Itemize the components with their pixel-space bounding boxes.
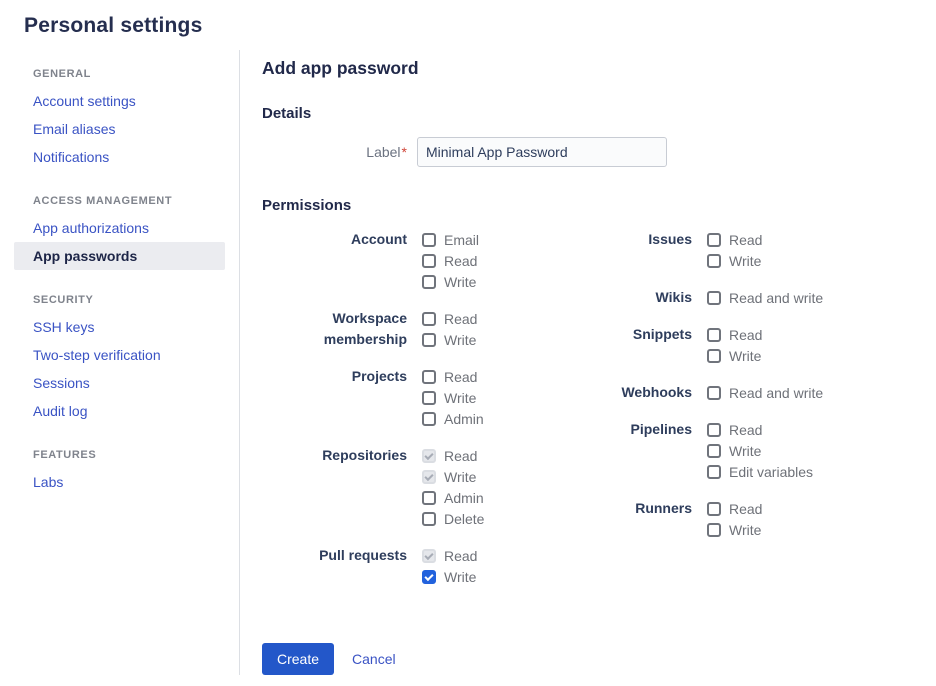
permission-group-label: Repositories <box>322 447 407 463</box>
permission-group-repositories <box>262 445 602 529</box>
checkbox-read[interactable] <box>707 502 721 516</box>
sidebar-section-heading: SECURITY <box>33 294 94 306</box>
permission-option <box>707 498 762 519</box>
checkbox-label[interactable]: Read <box>729 500 763 517</box>
page-title: Personal settings <box>24 14 203 37</box>
checkbox-read[interactable] <box>707 328 721 342</box>
checkbox-label: Write <box>444 468 477 485</box>
checkbox-label[interactable]: Read and write <box>729 289 824 306</box>
sidebar-item-two-step-verification[interactable]: Two-step verification <box>33 347 161 363</box>
permission-group-projects <box>262 366 602 429</box>
page-header <box>0 0 936 50</box>
checkbox-read[interactable] <box>422 254 436 268</box>
permission-option <box>422 387 484 408</box>
form-actions <box>262 643 912 675</box>
label-field-label <box>262 144 407 160</box>
permission-group-webhooks <box>602 382 912 403</box>
checkbox-label[interactable]: Delete <box>444 510 485 527</box>
permission-group-label: Snippets <box>632 326 692 342</box>
checkbox-label[interactable]: Read <box>729 326 763 343</box>
main-content <box>239 50 936 675</box>
sidebar-item-labs[interactable]: Labs <box>33 474 64 490</box>
checkbox-read <box>422 449 436 463</box>
permission-option <box>707 419 813 440</box>
checkbox-read[interactable] <box>707 423 721 437</box>
permission-group-label: Pipelines <box>630 421 692 437</box>
checkbox-read <box>422 549 436 563</box>
permission-options <box>707 498 762 540</box>
sidebar-item-account-settings[interactable]: Account settings <box>33 93 136 109</box>
checkbox-label[interactable]: Admin <box>444 489 484 506</box>
sidebar-section <box>14 60 239 171</box>
sidebar-item-notifications[interactable]: Notifications <box>33 149 110 165</box>
permission-group-label: Webhooks <box>621 384 692 400</box>
cancel-link[interactable]: Cancel <box>352 651 396 667</box>
checkbox-label[interactable]: Write <box>729 347 762 364</box>
sidebar-item-app-authorizations[interactable]: App authorizations <box>33 220 149 236</box>
checkbox-label[interactable]: Read <box>444 252 478 269</box>
permission-option <box>707 461 813 482</box>
permission-options <box>707 419 813 482</box>
permission-option <box>422 308 477 329</box>
settings-sidebar <box>0 50 239 675</box>
permission-option <box>707 250 762 271</box>
permission-option <box>422 329 477 350</box>
sidebar-item-audit-log[interactable]: Audit log <box>33 403 88 419</box>
checkbox-email[interactable] <box>422 233 436 247</box>
permission-options <box>422 229 479 292</box>
checkbox-admin[interactable] <box>422 412 436 426</box>
checkbox-label[interactable]: Read <box>729 231 763 248</box>
sidebar-section <box>14 441 239 496</box>
permission-option <box>422 271 479 292</box>
permissions-column-left <box>262 229 602 603</box>
checkbox-label[interactable]: Edit variables <box>729 463 814 480</box>
required-marker: * <box>401 144 407 160</box>
permission-group-label: Issues <box>648 231 692 247</box>
checkbox-write[interactable] <box>422 570 436 584</box>
checkbox-edit-variables[interactable] <box>707 465 721 479</box>
checkbox-write[interactable] <box>422 333 436 347</box>
permission-option <box>707 519 762 540</box>
checkbox-write[interactable] <box>422 275 436 289</box>
layout <box>0 50 936 675</box>
permission-option <box>707 287 823 308</box>
checkbox-write[interactable] <box>422 391 436 405</box>
sidebar-section-heading: GENERAL <box>33 68 91 80</box>
form-title: Add app password <box>262 58 419 78</box>
permission-group-label: Workspace membership <box>323 310 407 347</box>
checkbox-read-and-write[interactable] <box>707 291 721 305</box>
permission-option <box>422 408 484 429</box>
label-field-label-text: Label <box>366 144 401 160</box>
permission-option <box>422 545 477 566</box>
sidebar-section-heading: ACCESS MANAGEMENT <box>33 195 173 207</box>
permissions-heading: Permissions <box>262 197 352 214</box>
permission-group-snippets <box>602 324 912 366</box>
permission-options <box>422 308 477 350</box>
permission-group-label: Projects <box>351 368 407 384</box>
checkbox-write[interactable] <box>707 254 721 268</box>
permission-options <box>707 287 823 308</box>
checkbox-delete[interactable] <box>422 512 436 526</box>
sidebar-item-sessions[interactable]: Sessions <box>33 375 90 391</box>
permission-group-runners <box>602 498 912 540</box>
permission-option <box>422 508 484 529</box>
permission-group-label: Account <box>351 231 407 247</box>
checkbox-label[interactable]: Write <box>444 568 477 585</box>
checkbox-label[interactable]: Write <box>729 252 762 269</box>
permission-options <box>422 366 484 429</box>
sidebar-section-heading: FEATURES <box>33 449 97 461</box>
checkbox-label[interactable]: Read <box>444 310 478 327</box>
permissions-columns <box>262 229 912 603</box>
permission-options <box>707 382 823 403</box>
checkbox-label: Read <box>444 447 478 464</box>
checkbox-label[interactable]: Write <box>444 389 477 406</box>
sidebar-item-ssh-keys[interactable]: SSH keys <box>33 319 95 335</box>
checkbox-write <box>422 470 436 484</box>
permission-option <box>422 229 479 250</box>
sidebar-item-app-passwords[interactable]: App passwords <box>14 242 225 270</box>
sidebar-item-email-aliases[interactable]: Email aliases <box>33 121 116 137</box>
permission-group-pull-requests <box>262 545 602 587</box>
permission-group-label: Pull requests <box>319 547 407 563</box>
checkbox-read-and-write[interactable] <box>707 386 721 400</box>
checkbox-label[interactable]: Read and write <box>729 384 824 401</box>
checkbox-label[interactable]: Read <box>444 368 478 385</box>
checkbox-label[interactable]: Read <box>729 421 763 438</box>
permission-options <box>422 445 484 529</box>
permission-options <box>707 229 762 271</box>
permission-option <box>422 487 484 508</box>
checkbox-write[interactable] <box>707 523 721 537</box>
permission-group-account <box>262 229 602 292</box>
permission-group-label: Wikis <box>655 289 692 305</box>
permission-option <box>422 366 484 387</box>
permissions-column-right <box>602 229 912 603</box>
details-heading: Details <box>262 105 312 122</box>
permission-group-label: Runners <box>635 500 692 516</box>
checkbox-admin[interactable] <box>422 491 436 505</box>
permission-group-wikis <box>602 287 912 308</box>
checkbox-label[interactable]: Write <box>729 521 762 538</box>
label-field-row <box>262 137 912 167</box>
checkbox-read[interactable] <box>422 312 436 326</box>
checkbox-label[interactable]: Write <box>729 442 762 459</box>
permission-option <box>707 229 762 250</box>
permission-group-pipelines <box>602 419 912 482</box>
permission-options <box>422 545 477 587</box>
permission-option <box>422 466 484 487</box>
permission-option <box>707 324 762 345</box>
permission-option <box>707 382 823 403</box>
permission-option <box>422 445 484 466</box>
checkbox-label[interactable]: Write <box>444 331 477 348</box>
permission-option <box>707 440 813 461</box>
checkbox-read[interactable] <box>707 233 721 247</box>
permission-group-issues <box>602 229 912 271</box>
label-input[interactable] <box>417 137 667 167</box>
checkbox-label: Read <box>444 547 478 564</box>
sidebar-section <box>14 286 239 425</box>
checkbox-write[interactable] <box>707 349 721 363</box>
checkbox-label[interactable]: Email <box>444 231 480 248</box>
checkbox-read[interactable] <box>422 370 436 384</box>
sidebar-nav <box>14 60 239 496</box>
checkbox-write[interactable] <box>707 444 721 458</box>
permission-option <box>707 345 762 366</box>
checkbox-label[interactable]: Admin <box>444 410 484 427</box>
checkbox-label[interactable]: Write <box>444 273 477 290</box>
permission-options <box>707 324 762 366</box>
create-button[interactable]: Create <box>262 643 334 675</box>
permission-option <box>422 566 477 587</box>
sidebar-section <box>14 187 239 270</box>
permission-option <box>422 250 479 271</box>
permission-group-workspace-membership <box>262 308 602 350</box>
